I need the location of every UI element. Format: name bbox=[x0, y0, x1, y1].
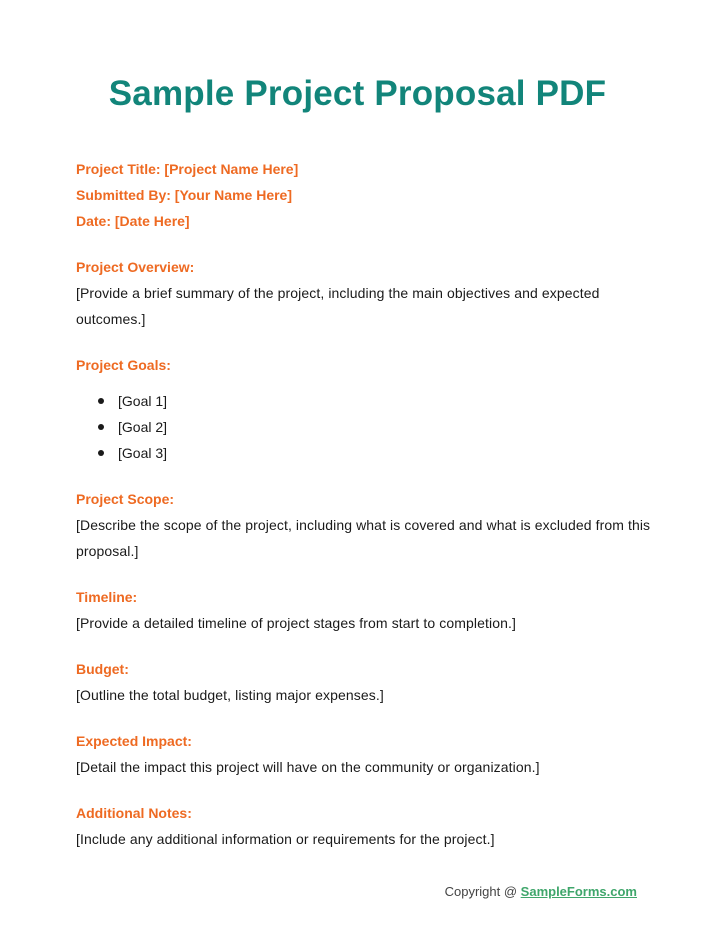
section-impact bbox=[76, 728, 656, 780]
document-content bbox=[76, 156, 656, 852]
bullet-icon bbox=[98, 424, 104, 430]
impact-heading: Expected Impact: bbox=[76, 733, 192, 749]
footer-copyright bbox=[445, 884, 637, 899]
scope-heading: Project Scope: bbox=[76, 491, 175, 507]
goals-list bbox=[76, 388, 656, 466]
submitted-by-line: Submitted By: [Your Name Here] bbox=[76, 187, 292, 203]
goal-text: [Goal 1] bbox=[118, 393, 168, 409]
project-title-line: Project Title: [Project Name Here] bbox=[76, 161, 299, 177]
section-budget bbox=[76, 656, 656, 708]
document-title: Sample Project Proposal PDF bbox=[108, 74, 607, 113]
date-line: Date: [Date Here] bbox=[76, 213, 190, 229]
budget-body: [Outline the total budget, listing major expenses.] bbox=[76, 687, 384, 703]
overview-body: [Provide a brief summary of the project, including the main objectives and expected outcomes.] bbox=[76, 285, 600, 327]
goals-heading: Project Goals: bbox=[76, 357, 171, 373]
notes-heading: Additional Notes: bbox=[76, 805, 192, 821]
overview-heading: Project Overview: bbox=[76, 259, 195, 275]
meta-block bbox=[76, 156, 656, 234]
list-item bbox=[76, 414, 656, 440]
section-notes bbox=[76, 800, 656, 852]
timeline-heading: Timeline: bbox=[76, 589, 138, 605]
scope-body: [Describe the scope of the project, including what is covered and what is excluded from this proposal.] bbox=[76, 517, 651, 559]
copyright-text: Copyright @ bbox=[444, 884, 521, 899]
budget-heading: Budget: bbox=[76, 661, 129, 677]
timeline-body: [Provide a detailed timeline of project stages from start to completion.] bbox=[76, 615, 516, 631]
goal-text: [Goal 2] bbox=[118, 419, 168, 435]
brand-link[interactable]: SampleForms.com bbox=[520, 884, 637, 899]
section-scope bbox=[76, 486, 656, 564]
section-timeline bbox=[76, 584, 656, 636]
impact-body: [Detail the impact this project will have on the community or organization.] bbox=[76, 759, 540, 775]
goal-text: [Goal 3] bbox=[118, 445, 168, 461]
list-item bbox=[76, 440, 656, 466]
section-goals bbox=[76, 352, 656, 466]
list-item bbox=[76, 388, 656, 414]
bullet-icon bbox=[98, 450, 104, 456]
bullet-icon bbox=[98, 398, 104, 404]
section-overview bbox=[76, 254, 656, 332]
notes-body: [Include any additional information or requirements for the project.] bbox=[76, 831, 495, 847]
